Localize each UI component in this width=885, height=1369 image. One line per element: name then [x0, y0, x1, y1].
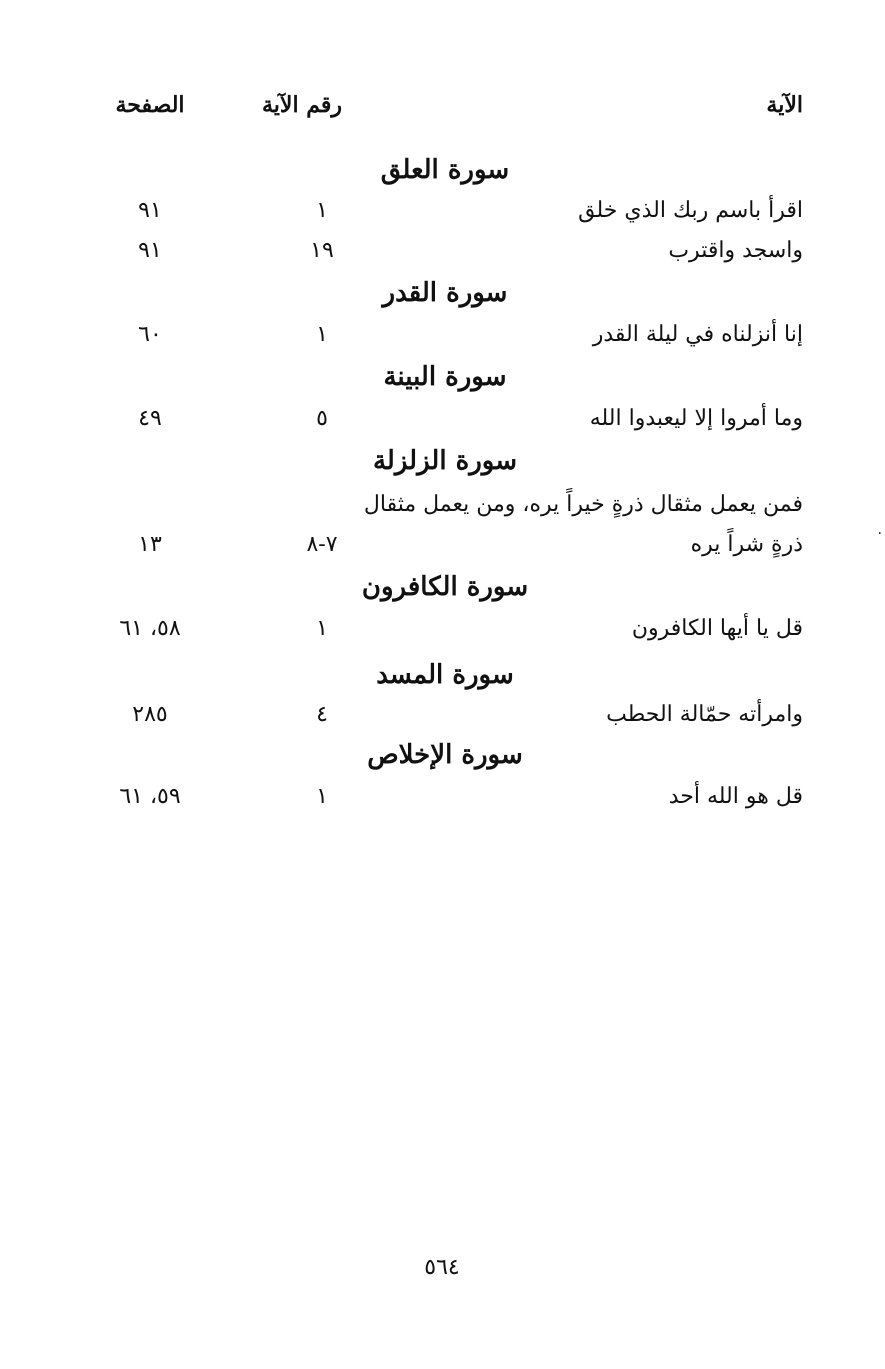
- surah-title: سورة العلق: [380, 155, 510, 185]
- page-number: ٥٨، ٦١: [119, 616, 181, 641]
- page-number: ٦٠: [138, 322, 162, 347]
- page-number: ٥٩، ٦١: [119, 784, 181, 809]
- verse-text-line1: فمن يعمل مثقال ذرةٍ خيراً يره، ومن يعمل مثقال: [363, 492, 803, 517]
- header-verse: الآية: [766, 92, 803, 118]
- header-page: الصفحة: [115, 92, 185, 118]
- header-ayah-number: رقم الآية: [261, 92, 343, 118]
- page-number: ٢٨٥: [132, 702, 168, 727]
- verse-text-line2: ذرةٍ شراً يره: [690, 532, 803, 557]
- surah-title: سورة الزلزلة: [372, 446, 518, 476]
- ayah-number: ١: [316, 616, 328, 641]
- verse-text: واسجد واقترب: [668, 238, 803, 263]
- surah-title: سورة البينة: [383, 362, 507, 392]
- ayah-number: ١٩: [310, 238, 334, 263]
- page-number: ٤٩: [138, 406, 162, 431]
- surah-title: سورة المسد: [376, 660, 514, 690]
- page-number: ٩١: [138, 238, 162, 263]
- ayah-number: ٥: [316, 406, 328, 431]
- verse-text: وما أمروا إلا ليعبدوا الله: [589, 406, 803, 431]
- ayah-number: ١: [316, 322, 328, 347]
- verse-text: قل هو الله أحد: [668, 784, 803, 809]
- ayah-number: ١: [316, 198, 328, 223]
- edge-mark: ٠: [876, 525, 884, 541]
- verse-text: وامرأته حمّالة الحطب: [606, 702, 803, 727]
- surah-title: سورة الإخلاص: [367, 740, 523, 770]
- verse-text: اقرأ باسم ربك الذي خلق: [578, 198, 803, 223]
- page-number: ٩١: [138, 198, 162, 223]
- ayah-number: ٤: [316, 702, 328, 727]
- surah-title: سورة الكافرون: [361, 572, 529, 602]
- page-number: ١٣: [138, 532, 162, 557]
- ayah-number: ١: [316, 784, 328, 809]
- surah-title: سورة القدر: [382, 278, 508, 308]
- verse-text: قل يا أيها الكافرون: [631, 616, 803, 641]
- page-footer-number: ٥٦٤: [424, 1255, 460, 1280]
- verse-text: إنا أنزلناه في ليلة القدر: [592, 322, 803, 347]
- ayah-number: ٧-٨: [306, 532, 338, 557]
